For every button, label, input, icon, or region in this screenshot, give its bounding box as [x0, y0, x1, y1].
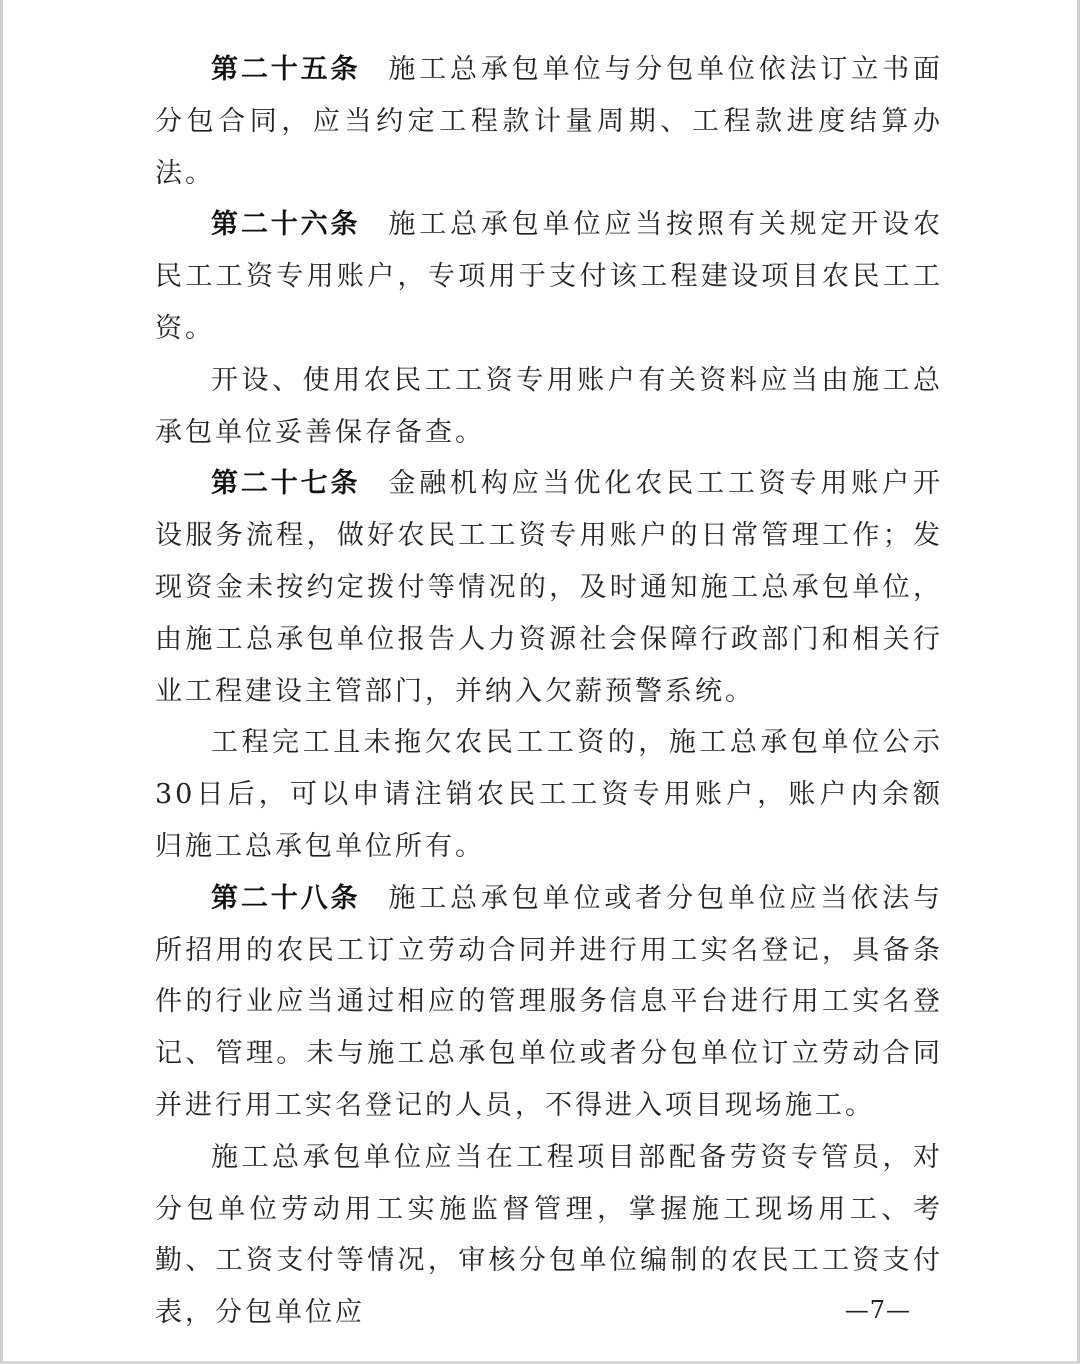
article-number: 第二十五条: [211, 54, 361, 85]
article-number: 第二十八条: [211, 882, 361, 914]
paragraph-text: 施工总承包单位与分包单位依法订立书面分包合同，应当约定工程款计量周期、工程款进度结算办法。: [155, 54, 944, 189]
paragraph-text: 施工总承包单位或者分包单位应当依法与所招用的农民工订立劳动合同并进行用工实名登记，具备条件的行业应当通过相应的管理服务信息平台进行用工实名登记、管理。未与施工总承包单位或者分包单位订立劳动合同并进行用工实名登记的人员，不得进入项目现场施工。: [155, 882, 944, 1121]
paragraph-text: 金融机构应当优化农民工工资专用账户开设服务流程，做好农民工工资专用账户的日常管理工作；发现资金未按约定拨付等情况的，及时通知施工总承包单位，由施工总承包单位报告人力资源社会保障行政部门和相关行业工程建设主管部门，并纳入欠薪预警系统。: [155, 468, 944, 707]
paragraph-article-25: [155, 44, 943, 199]
paragraph-article-26-cont: [155, 355, 943, 459]
article-number: 第二十六条: [211, 209, 361, 241]
paragraph-text: 开设、使用农民工工资专用账户有关资料应当由施工总承包单位妥善保存备查。: [155, 364, 943, 448]
page-number: —7—: [844, 1296, 911, 1324]
article-number: 第二十七条: [211, 468, 361, 500]
paragraph-text: 施工总承包单位应当在工程项目部配备劳资专管员，对分包单位劳动用工实施监督管理，掌握施工现场用工、考勤、工资支付等情况，审核分包单位编制的农民工工资支付表，分包单位应: [155, 1141, 943, 1329]
paragraph-article-28: [155, 873, 943, 1132]
paragraph-article-27-cont: [155, 717, 943, 872]
document-body: [155, 44, 943, 1339]
paragraph-text: 施工总承包单位应当按照有关规定开设农民工工资专用账户，专项用于支付该工程建设项目农民工工资。: [155, 209, 944, 344]
paragraph-text: 工程完工且未拖欠农民工工资的，施工总承包单位公示30日后，可以申请注销农民工工资专用账户，账户内余额归施工总承包单位所有。: [155, 727, 943, 862]
paragraph-article-26: [155, 199, 943, 354]
paragraph-article-28-cont: [155, 1132, 943, 1339]
paragraph-article-27: [155, 458, 943, 717]
